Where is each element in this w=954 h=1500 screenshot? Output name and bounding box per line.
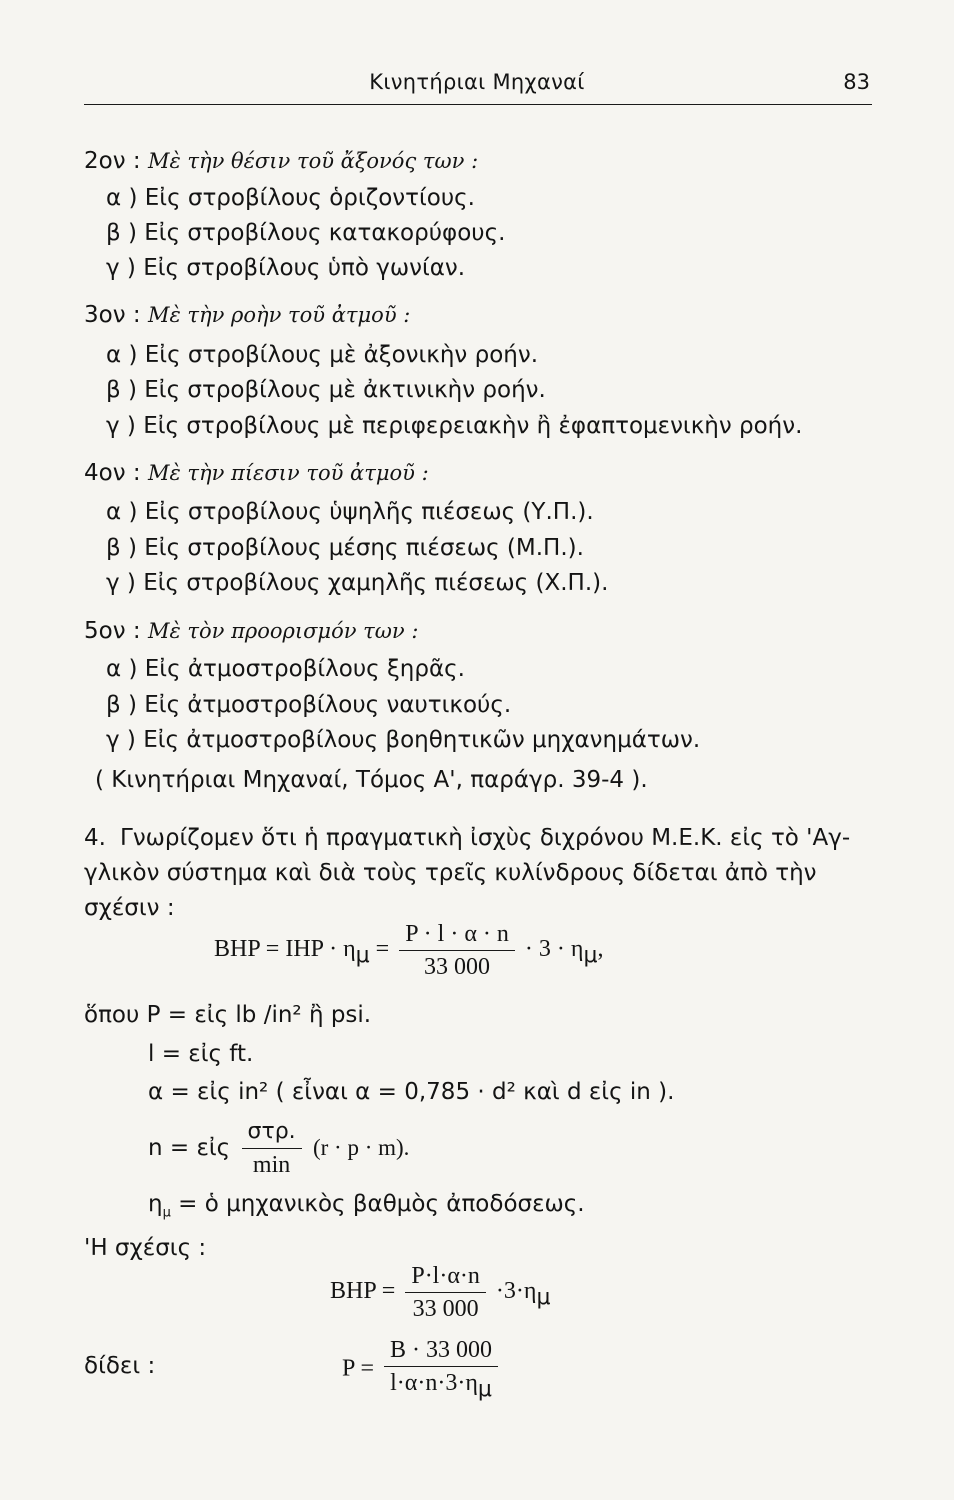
list-item: γ ) Εἰς στροβίλους ὑπὸ γωνίαν. — [106, 255, 466, 281]
fraction — [242, 1118, 302, 1179]
list-item: γ ) Εἰς στροβίλους χαμηλῆς πιέσεως (Χ.Π.). — [106, 570, 609, 596]
list-item: α ) Εἰς στροβίλους ὑψηλῆς πιέσεως (Υ.Π.). — [106, 499, 594, 525]
gives-label: δίδει : — [84, 1353, 156, 1379]
page-number: 83 — [843, 70, 870, 94]
list-item: α ) Εἰς στροβίλους ὁριζοντίους. — [106, 185, 475, 211]
subscript: μ — [583, 942, 598, 968]
fraction — [399, 920, 515, 981]
section-heading-text: Μὲ τὸν προορισμόν των : — [147, 619, 419, 643]
section-label: 3ον : — [84, 302, 141, 328]
section-4-heading — [84, 458, 429, 488]
fraction-denominator: 33 000 — [412, 1296, 479, 1322]
equation-lhs: P = — [342, 1355, 374, 1382]
header-rule — [84, 104, 872, 105]
section-3-heading — [84, 300, 410, 330]
list-item: γ ) Εἰς στροβίλους μὲ περιφερειακὴν ἢ ἐφαπτομενικὴν ροήν. — [106, 413, 803, 439]
section-heading-text: Μὲ τὴν θέσιν τοῦ ἄξονός των : — [147, 149, 479, 173]
fraction-numerator: P · l · α · n — [399, 920, 515, 951]
list-item: β ) Εἰς στροβίλους μὲ ἀκτινικὴν ροήν. — [106, 377, 546, 403]
fraction-numerator: B · 33 000 — [384, 1336, 498, 1367]
relation-label: 'Η σχέσις : — [84, 1235, 207, 1261]
list-item: β ) Εἰς στροβίλους κατακορύφους. — [106, 220, 506, 246]
running-header: Κινητήριαι Μηχαναί — [369, 70, 585, 94]
fraction-numerator: P·l·α·n — [405, 1262, 486, 1293]
definition-l: l = εἰς ft. — [148, 1041, 254, 1067]
list-item: β ) Εἰς στροβίλους μέσης πιέσεως (Μ.Π.). — [106, 535, 584, 561]
section-5-heading — [84, 616, 418, 646]
fraction — [384, 1336, 498, 1404]
section-heading-text: Μὲ τὴν πίεσιν τοῦ ἀτμοῦ : — [147, 461, 429, 485]
subscript: μ — [536, 1284, 551, 1310]
equation-tail: ·3·η — [495, 1278, 537, 1305]
definition-eta: $\eta_\mu$ = ὁ μηχανικὸς βαθμὸς ἀποδόσεως. — [148, 1191, 585, 1221]
equation-bhp — [330, 1262, 550, 1323]
fraction-denominator: $l\cdot\alpha\cdot n\cdot 3\cdot\eta_\mu$ — [390, 1370, 492, 1402]
equation-bhp-ihp: BHP = IHP · $\eta_\mu$ = $\frac{P \cdot l \cdot \alpha \cdot n}{33 000}$ · $3 \cdot \eta_\mu$, — [214, 921, 604, 980]
subscript: μ — [355, 942, 370, 968]
definition-n: n = εἰς $\frac{\text{στρ.}}{\min}$ (r · p · m). — [148, 1119, 410, 1178]
equation-lhs: BHP = — [330, 1278, 396, 1305]
equation-lhs: BHP = IHP · η — [214, 936, 356, 963]
section-label: 2ον : — [84, 148, 141, 174]
list-item: α ) Εἰς ἀτμοστροβίλους ξηρᾶς. — [106, 656, 465, 682]
section-label: 4ον : — [84, 460, 141, 486]
problem-text-line: σχέσιν : — [84, 895, 175, 921]
section-heading-text: Μὲ τὴν ροὴν τοῦ ἀτμοῦ : — [147, 303, 411, 327]
section-2-heading — [84, 146, 478, 176]
definition-p: ὅπου P = εἰς lb /in² ἢ psi. — [84, 1002, 372, 1028]
fraction-denominator: 33 000 — [424, 954, 491, 980]
equals-sign: = — [375, 936, 390, 963]
section-label: 5ον : — [84, 618, 141, 644]
problem-number: 4. — [84, 825, 106, 851]
problem-text-line: γλικὸν σύστημα καὶ διὰ τοὺς τρεῖς κυλίνδρους δίδεται ἀπὸ τὴν — [84, 860, 817, 886]
fraction-denominator: min — [252, 1152, 291, 1178]
list-item: α ) Εἰς στροβίλους μὲ ἀξονικὴν ροήν. — [106, 342, 539, 368]
fraction-numerator: στρ. — [242, 1118, 302, 1149]
list-item: β ) Εἰς ἀτμοστροβίλους ναυτικούς. — [106, 692, 512, 718]
definition-a: α = εἰς in² ( εἶναι α = 0,785 · d² καὶ d εἰς in ). — [148, 1079, 675, 1105]
problem-text-line: Γνωρίζομεν ὅτι ἡ πραγματικὴ ἰσχὺς διχρόνου Μ.Ε.Κ. εἰς τὸ 'Αγ- — [120, 825, 851, 851]
reference-note: ( Κινητήριαι Μηχαναί, Τόμος Α', παράγρ. 39-4 ). — [95, 767, 648, 793]
fraction — [405, 1262, 486, 1323]
equation-p — [342, 1336, 502, 1404]
list-item: γ ) Εἰς ἀτμοστροβίλους βοηθητικῶν μηχανημάτων. — [106, 727, 701, 753]
equation-tail: · 3 · η — [524, 936, 584, 963]
